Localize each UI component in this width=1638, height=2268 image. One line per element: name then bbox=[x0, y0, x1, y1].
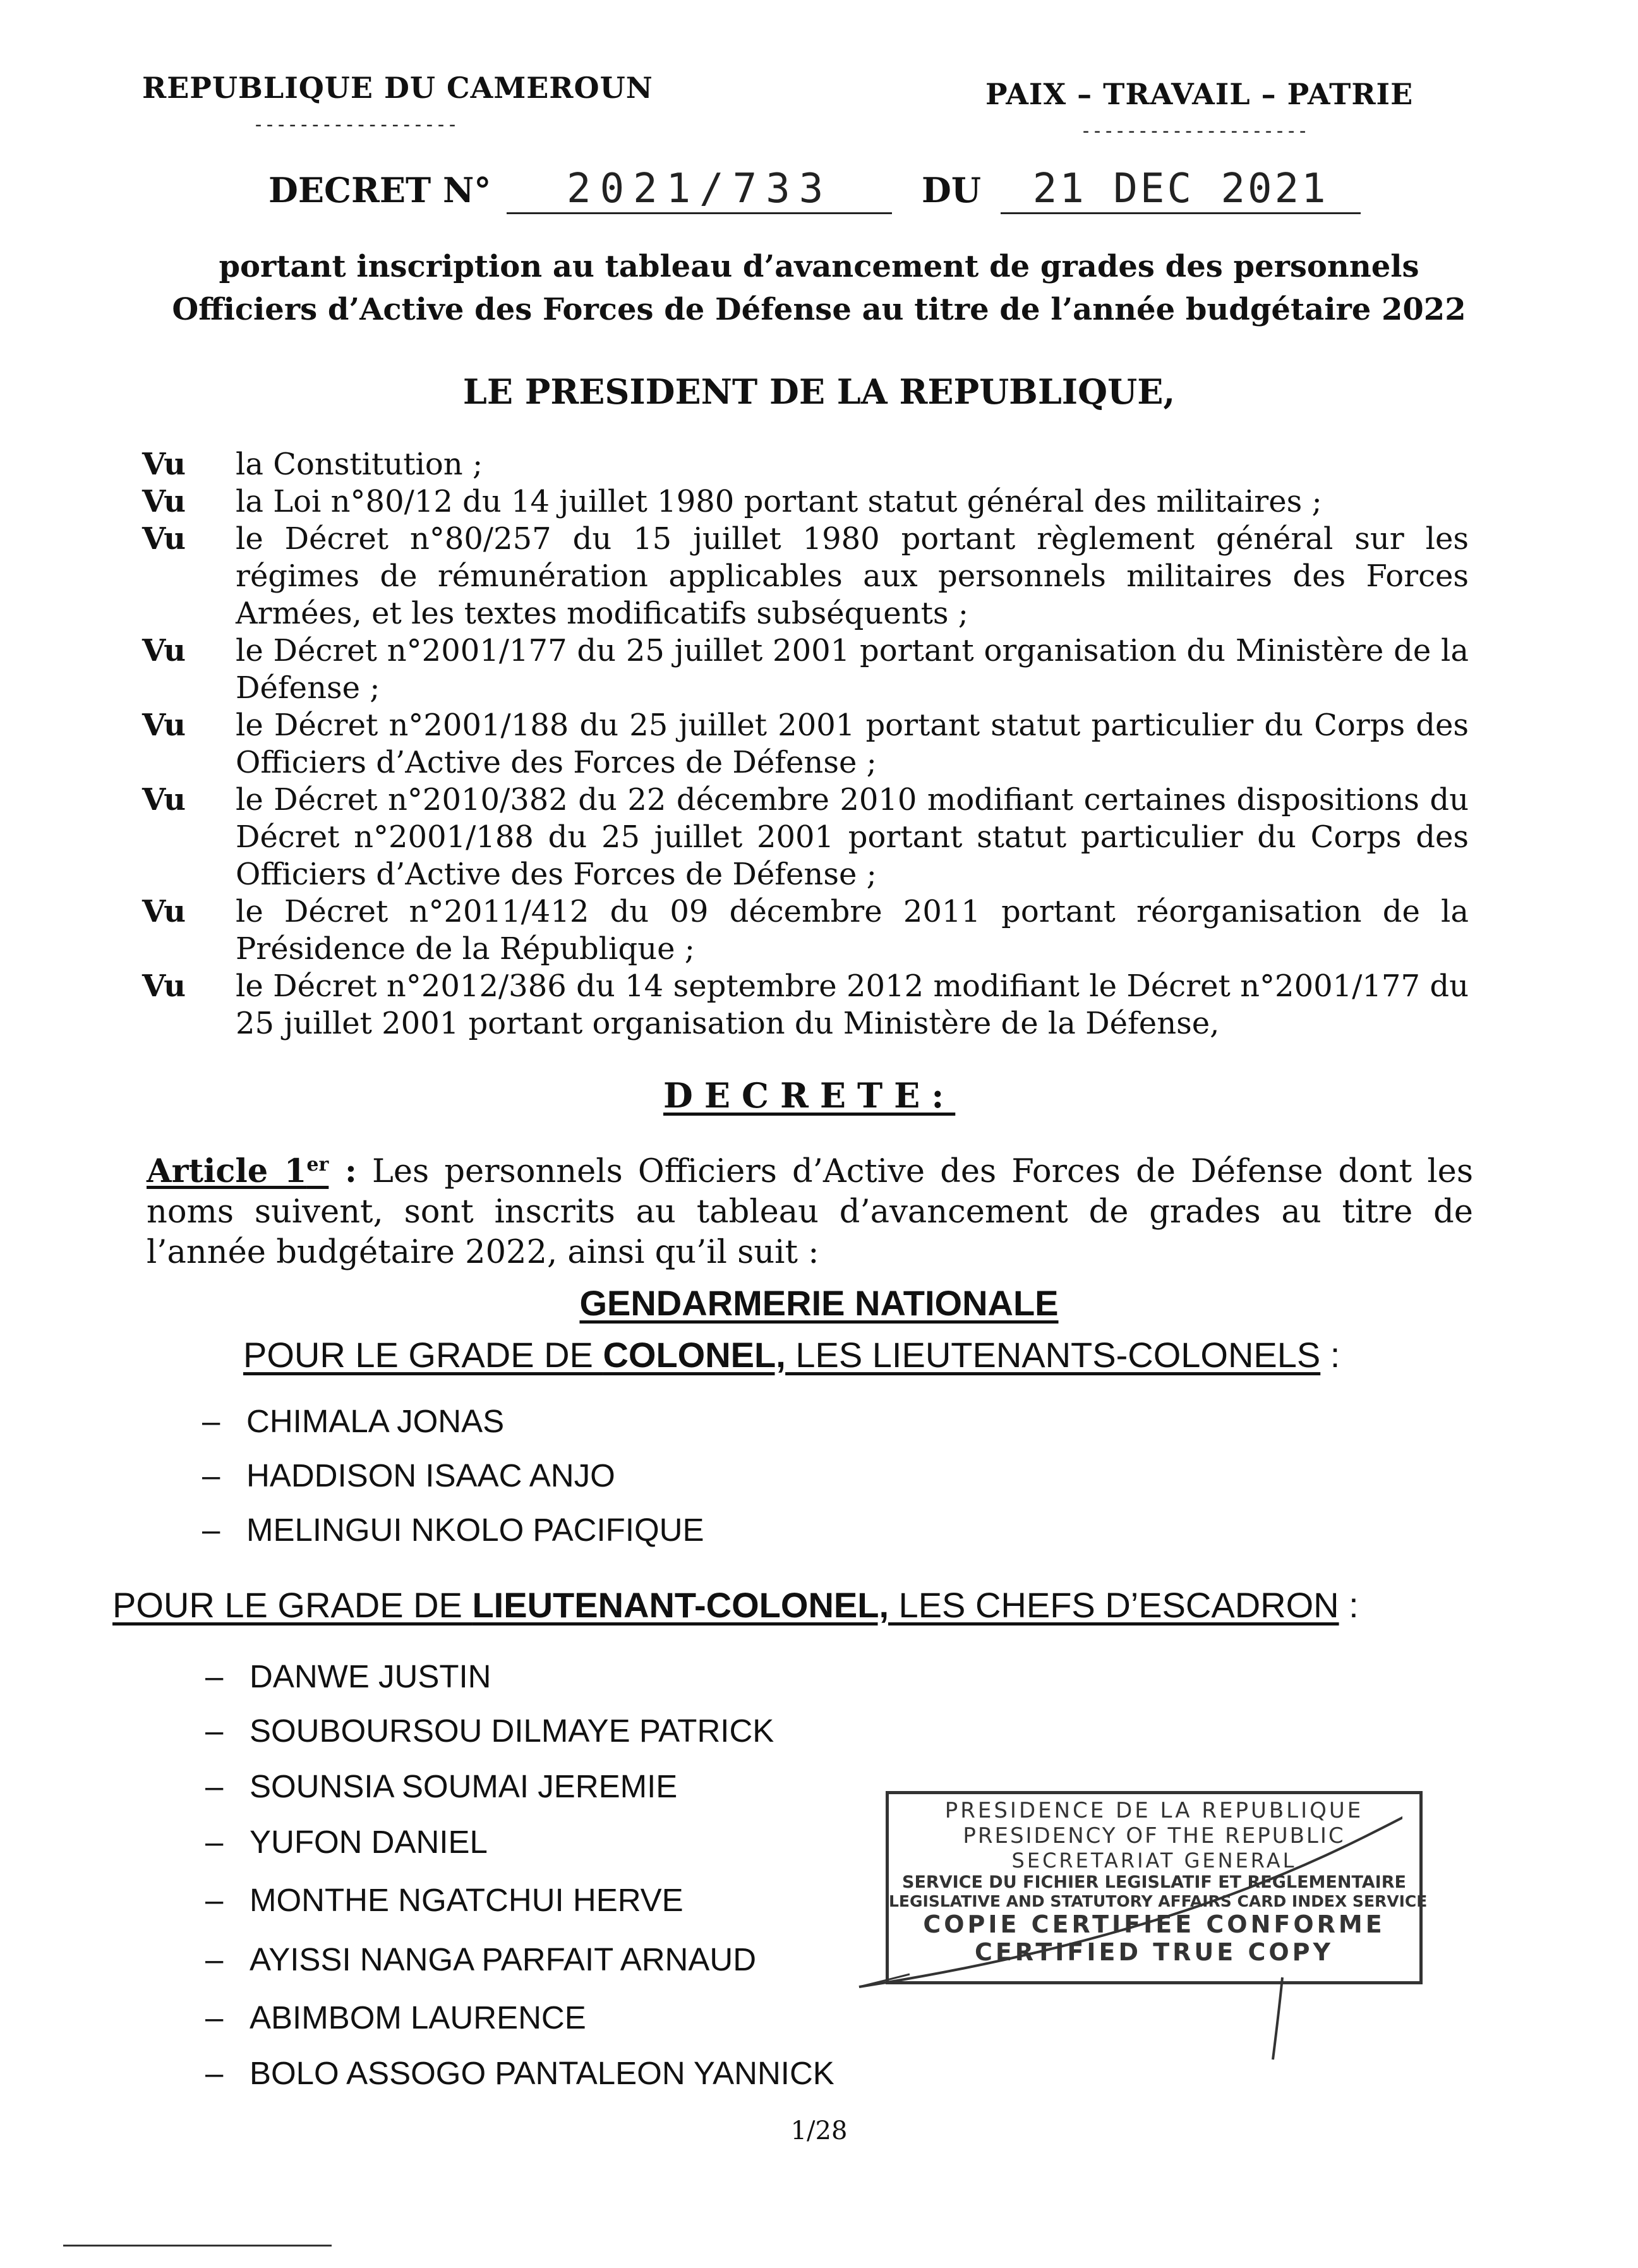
article-label-text: Article 1 bbox=[147, 1152, 307, 1190]
article-label-superscript: er bbox=[306, 1154, 329, 1176]
officer-name: ABIMBOM LAURENCE bbox=[250, 2000, 586, 2036]
list-item bbox=[205, 1941, 756, 1978]
decree-title-line2: Officiers d’Active des Forces de Défense au titre de l’année budgétaire 2022 bbox=[172, 292, 1466, 327]
officer-name: HADDISON ISAAC ANJO bbox=[246, 1457, 615, 1493]
officer-name: MELINGUI NKOLO PACIFIQUE bbox=[246, 1512, 704, 1548]
article-label-colon: : bbox=[328, 1152, 357, 1190]
dash-bullet: – bbox=[205, 1658, 224, 1694]
decree-date-field bbox=[1001, 166, 1361, 214]
signature-stroke bbox=[834, 1807, 1402, 2072]
article-1 bbox=[147, 1145, 1473, 1273]
vu-text: la Loi n°80/12 du 14 juillet 1980 portant statut général des militaires ; bbox=[236, 484, 1322, 519]
vu-clause-8 bbox=[142, 968, 1469, 1042]
vu-label: Vu bbox=[142, 782, 186, 817]
footer-rule bbox=[63, 2245, 332, 2247]
decree-date: 21 DEC 2021 bbox=[1032, 166, 1328, 212]
grade-suffix: LES LIEUTENANTS-COLONELS bbox=[785, 1335, 1321, 1375]
vu-text: le Décret n°2001/177 du 25 juillet 2001 portant organisation du Ministère de la Défense ; bbox=[236, 633, 1469, 706]
vu-clause-4 bbox=[142, 632, 1469, 707]
list-item bbox=[202, 1402, 504, 1440]
grade-colon: : bbox=[1320, 1335, 1340, 1375]
decree-number-field bbox=[507, 166, 892, 214]
dash-bullet: – bbox=[202, 1512, 220, 1548]
vu-label: Vu bbox=[142, 521, 186, 557]
country-header: REPUBLIQUE DU CAMEROUN bbox=[142, 71, 653, 105]
page-number: 1/28 bbox=[790, 2116, 848, 2145]
stamp-line: SECRETARIAT GENERAL bbox=[1011, 1849, 1297, 1873]
stamp-line: CERTIFIED TRUE COPY bbox=[974, 1938, 1334, 1966]
officer-name: SOUNSIA SOUMAI JEREMIE bbox=[250, 1768, 678, 1804]
vu-clause-6 bbox=[142, 781, 1469, 893]
list-item bbox=[205, 1712, 774, 1749]
stamp-line: SERVICE DU FICHIER LEGISLATIF ET REGLEMENTAIRE bbox=[902, 1873, 1406, 1892]
grade-colonel-heading bbox=[243, 1334, 1340, 1375]
list-item bbox=[205, 1999, 586, 2036]
decree-number: 2021/733 bbox=[567, 166, 833, 212]
stamp-line: LEGISLATIVE AND STATUTORY AFFAIRS CARD INDEX SERVICE bbox=[889, 1892, 1428, 1910]
dash-bullet: – bbox=[205, 2055, 224, 2091]
dash-bullet: – bbox=[202, 1457, 220, 1493]
vu-text: le Décret n°2001/188 du 25 juillet 2001 portant statut particulier du Corps des Officiers d’Active des Forces de Défense ; bbox=[236, 708, 1469, 780]
list-item bbox=[205, 1881, 684, 1919]
decree-title bbox=[0, 245, 1638, 331]
list-item bbox=[202, 1457, 615, 1494]
dash-bullet: – bbox=[202, 1403, 220, 1439]
section-title: GENDARMERIE NATIONALE bbox=[579, 1283, 1059, 1323]
grade-lieutenant-colonel-heading bbox=[112, 1584, 1359, 1626]
article-1-text: Les personnels Officiers d’Active des Forces de Défense dont les noms suivent, sont inscrits au tableau d’avancement de grades au titre de l’année budgétaire 2022, ainsi qu’il suit : bbox=[147, 1153, 1473, 1271]
president-heading: LE PRESIDENT DE LA REPUBLIQUE, bbox=[462, 371, 1176, 412]
dash-bullet: – bbox=[205, 1713, 224, 1749]
vu-label: Vu bbox=[142, 894, 186, 929]
vu-text: le Décret n°80/257 du 15 juillet 1980 portant règlement général sur les régimes de rémunération applicables aux personnels militaires des Forces Armées, et les textes modificatifs subséquents ; bbox=[236, 521, 1469, 631]
article-1-label bbox=[147, 1152, 328, 1190]
grade-rank: LIEUTENANT-COLONEL, bbox=[472, 1585, 889, 1625]
grade-suffix: LES CHEFS D’ESCADRON bbox=[889, 1585, 1339, 1625]
grade-rank: COLONEL, bbox=[603, 1335, 786, 1375]
list-item bbox=[205, 1823, 488, 1861]
grade-colon: : bbox=[1339, 1585, 1359, 1625]
vu-clause-2 bbox=[142, 483, 1469, 521]
list-item bbox=[205, 2054, 834, 2092]
vu-clause-7 bbox=[142, 893, 1469, 968]
decree-label: DECRET N° bbox=[268, 170, 491, 210]
header-right-separator: -------------------- bbox=[1080, 120, 1309, 142]
vu-label: Vu bbox=[142, 968, 186, 1004]
list-item bbox=[205, 1768, 677, 1805]
list-item bbox=[205, 1658, 491, 1695]
vu-text: le Décret n°2012/386 du 14 septembre 2012 modifiant le Décret n°2001/177 du 25 juillet 2001 portant organisation du Ministère de la Défense, bbox=[236, 968, 1469, 1041]
decree-du-label: DU bbox=[921, 170, 981, 210]
officer-name: YUFON DANIEL bbox=[250, 1824, 488, 1860]
section-heading bbox=[0, 1282, 1638, 1324]
vu-clause-3 bbox=[142, 521, 1469, 632]
officer-name: DANWE JUSTIN bbox=[250, 1658, 491, 1694]
dash-bullet: – bbox=[205, 2000, 224, 2036]
officer-name: AYISSI NANGA PARFAIT ARNAUD bbox=[250, 1941, 757, 1977]
vu-label: Vu bbox=[142, 447, 186, 482]
vu-label: Vu bbox=[142, 633, 186, 668]
stamp-line: PRESIDENCE DE LA REPUBLIQUE bbox=[944, 1798, 1364, 1823]
header-left-separator: ------------------ bbox=[253, 114, 459, 136]
dash-bullet: – bbox=[205, 1824, 224, 1860]
officer-name: BOLO ASSOGO PANTALEON YANNICK bbox=[250, 2055, 834, 2091]
officer-name: MONTHE NGATCHUI HERVE bbox=[250, 1882, 684, 1918]
vu-text: le Décret n°2011/412 du 09 décembre 2011 portant réorganisation de la Présidence de la République ; bbox=[236, 894, 1469, 967]
motto-header: PAIX – TRAVAIL – PATRIE bbox=[985, 77, 1414, 111]
grade-prefix: POUR LE GRADE DE bbox=[243, 1335, 603, 1375]
grade-prefix: POUR LE GRADE DE bbox=[112, 1585, 473, 1625]
vu-clause-5 bbox=[142, 707, 1469, 781]
decree-number-line bbox=[268, 166, 1361, 214]
vu-text: le Décret n°2010/382 du 22 décembre 2010 modifiant certaines dispositions du Décret n°2001/188 du 25 juillet 2001 portant statut particulier du Corps des Officiers d’Active des Forces de Défense ; bbox=[236, 782, 1469, 892]
officer-name: CHIMALA JONAS bbox=[246, 1403, 505, 1439]
stamp-line: PRESIDENCY OF THE REPUBLIC bbox=[963, 1823, 1346, 1849]
dash-bullet: – bbox=[205, 1882, 224, 1918]
vu-clause-1 bbox=[142, 446, 1469, 483]
vu-label: Vu bbox=[142, 484, 186, 519]
dash-bullet: – bbox=[205, 1941, 224, 1977]
decrete-heading: DECRETE: bbox=[663, 1075, 956, 1116]
stamp-line: COPIE CERTIFIEE CONFORME bbox=[923, 1910, 1385, 1938]
vu-label: Vu bbox=[142, 708, 186, 743]
vu-text: la Constitution ; bbox=[236, 447, 483, 482]
list-item bbox=[202, 1511, 704, 1548]
decree-title-line1: portant inscription au tableau d’avancement de grades des personnels bbox=[219, 249, 1419, 284]
dash-bullet: – bbox=[205, 1768, 224, 1804]
officer-name: SOUBOURSOU DILMAYE PATRICK bbox=[250, 1713, 774, 1749]
